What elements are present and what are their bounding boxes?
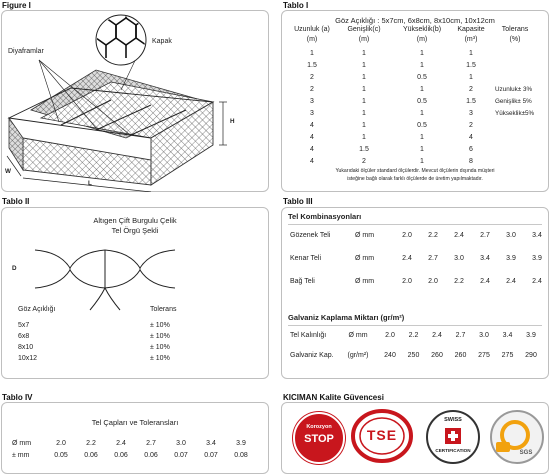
tablo1-cell: 1: [310, 50, 314, 57]
tablo1-column-header: Yükseklik(b): [402, 26, 442, 33]
tablo1-cell: 2: [469, 86, 473, 93]
tel-row-value: 2.4: [532, 278, 542, 285]
tablo1-title: Tablo I: [283, 1, 309, 10]
tablo1-cell: 0.5: [417, 98, 427, 105]
galvaniz-row-value: 2.4: [432, 332, 442, 339]
tablo4-tolerance-cell: 0.05: [54, 452, 68, 459]
swiss-text: SWISS: [444, 417, 462, 423]
tel-row-value: 2.2: [454, 278, 464, 285]
tablo1-cell: 1: [362, 122, 366, 129]
korozyon-stop-main: STOP: [304, 433, 334, 445]
galvaniz-row-value: 2.0: [385, 332, 395, 339]
tablo1-cell: 2: [362, 158, 366, 165]
tablo1-cell: 1: [362, 98, 366, 105]
galvaniz-row-value: 3.0: [479, 332, 489, 339]
tel-row-value: 2.4: [506, 278, 516, 285]
tse-logo-text: TSE: [366, 427, 398, 443]
tablo1-column-unit: (m): [306, 36, 318, 43]
tablo1-column-header: Genişlik(c): [347, 26, 381, 33]
tablo1-cell: 1: [420, 146, 424, 153]
tablo1-cell: 4: [310, 134, 314, 141]
tel-row-value: 2.2: [428, 232, 438, 239]
tablo2-goz-cell: 10x12: [18, 355, 38, 362]
dim-l-label: L: [88, 180, 92, 187]
galvaniz-row-value: 260: [454, 352, 467, 359]
dim-d-label: D: [12, 265, 17, 272]
tablo1-cell: 1.5: [359, 146, 369, 153]
tablo1-cell: 1: [362, 74, 366, 81]
tablo1-cell: 6: [469, 146, 473, 153]
tel-row-value: 2.0: [428, 278, 438, 285]
tablo1-cell: 3: [310, 98, 314, 105]
tablo4-heading: Tel Çapları ve Toleransları: [91, 418, 179, 427]
korozyon-stop-logo: [293, 412, 345, 464]
tablo2-heading-2: Tel Örgü Şekli: [111, 226, 159, 235]
tablo1-cell: 1: [362, 86, 366, 93]
tablo1-goz-acikligi: Göz Açıklığı : 5x7cm, 6x8cm, 8x10cm, 10x12cm: [335, 16, 495, 25]
galvaniz-row-value: 2.7: [455, 332, 466, 339]
tablo4-tolerance-cell: 0.06: [84, 452, 98, 459]
galvaniz-row-value: 250: [407, 352, 420, 359]
tablo1-cell: 0.5: [417, 122, 427, 129]
label-diyaframlar: Diyaframlar: [8, 48, 44, 55]
tablo1-column-header: Uzunluk (a): [294, 26, 330, 33]
tablo2-col-tolerans: Tolerans: [150, 306, 177, 313]
tablo1-column-unit: (m): [358, 36, 370, 43]
tablo1-cell: 4: [310, 158, 314, 165]
tablo4-row-label: ± mm: [12, 452, 30, 459]
tablo1-cell: 1: [362, 62, 366, 69]
divider: [288, 224, 542, 225]
tel-row-value: 2.0: [402, 278, 412, 285]
tablo1-cell: 3: [469, 110, 473, 117]
dim-w-label: W: [5, 168, 11, 175]
galvaniz-heading: Galvaniz Kaplama Miktarı (gr/m²): [288, 313, 405, 322]
tablo4-diameter-cell: 2.7: [146, 440, 156, 447]
tablo2-goz-cell: 5x7: [18, 322, 30, 329]
tolerance-genislik: Genişlik± 5%: [495, 98, 532, 105]
galvaniz-row-value: 240: [384, 352, 396, 359]
certification-text: CERTIFICATION: [435, 448, 471, 453]
tel-row-value: 2.4: [402, 255, 412, 262]
tablo1-cell: 0.5: [417, 74, 427, 81]
tablo1-cell: 2: [310, 86, 314, 93]
korozyon-stop-top: Korozyon: [306, 424, 332, 430]
galvaniz-row-label: Tel Kalınlığı: [290, 332, 327, 339]
tablo2-col-goz: Göz Açıklığı: [18, 306, 56, 313]
tel-row-label: Kenar Teli: [290, 255, 322, 262]
tablo1-cell: 1: [420, 158, 424, 165]
tel-row-value: 2.4: [454, 232, 464, 239]
tablo1-cell: 2: [310, 74, 314, 81]
tablo1-cell: 2: [469, 122, 473, 129]
iso-badge-icon: [496, 442, 510, 452]
tablo4-diameter-cell: 2.4: [116, 440, 126, 447]
galvaniz-row-value: 2.2: [408, 332, 419, 339]
tablo4-tolerance-cell: 0.07: [204, 452, 218, 459]
tablo2-goz-cell: 8x10: [18, 344, 34, 351]
galvaniz-row-label: Galvaniz Kap.: [290, 352, 334, 359]
tablo4-tolerance-cell: 0.07: [174, 452, 188, 459]
label-kapak: Kapak: [152, 38, 172, 45]
galvaniz-row-unit: Ø mm: [348, 332, 368, 339]
tablo1-cell: 1: [420, 50, 424, 57]
dim-h-label: H: [230, 118, 235, 125]
hexagonal-mesh-diagram: [30, 240, 180, 312]
swiss-cross-icon: [445, 428, 461, 444]
tel-row-value: 3.9: [532, 255, 542, 262]
tolerance-yukseklik: Yükseklik±5%: [495, 110, 535, 117]
tel-row-value: 2.7: [428, 255, 438, 262]
tablo4-diameter-cell: 2.0: [56, 440, 66, 447]
tablo4-title: Tablo IV: [2, 393, 33, 402]
tel-row-label: Gözenek Teli: [290, 232, 331, 239]
tablo1-note-1: Yukarıdaki ölçüler standard ölçülerdir. Mevcut ölçülerin dışında müşteri: [335, 168, 495, 174]
gabion-illustration: [1, 10, 269, 192]
tablo1-column-unit: (m): [416, 36, 428, 43]
tel-row-unit: Ø mm: [355, 232, 375, 239]
tel-row-value: 2.7: [480, 232, 490, 239]
tablo1-column-unit: (%): [509, 36, 521, 43]
tablo1-cell: 1.5: [466, 98, 476, 105]
tablo1-cell: 1: [420, 86, 424, 93]
tablo4-diameter-cell: 2.2: [86, 440, 96, 447]
galvaniz-row-unit: (gr/m²): [347, 352, 369, 359]
tel-row-unit: Ø mm: [355, 278, 375, 285]
quality-title: KICIMAN Kalite Güvencesi: [283, 393, 384, 402]
tablo1-cell: 1: [362, 110, 366, 117]
tablo2-heading-1: Altıgen Çift Burgulu Çelik: [93, 216, 177, 225]
tablo1-column-header: Tolerans: [501, 26, 529, 33]
tel-row-value: 2.4: [480, 278, 490, 285]
tablo1-note-2: isteğine bağlı olarak farklı ölçülerde de üretim yapılmaktadır.: [347, 176, 483, 182]
tablo1-cell: 1: [420, 110, 424, 117]
tel-row-value: 3.9: [506, 255, 516, 262]
tablo4-diameter-cell: 3.0: [176, 440, 186, 447]
tel-row-unit: Ø mm: [355, 255, 375, 262]
divider: [288, 325, 542, 326]
tablo4-row-label: Ø mm: [12, 440, 32, 447]
galvaniz-row-value: 275: [478, 352, 490, 359]
galvaniz-row-value: 290: [525, 352, 537, 359]
tablo2-tolerans-cell: ± 10%: [150, 322, 170, 329]
figure1-title: Figure I: [2, 1, 31, 10]
tolerance-uzunluk: Uzunluk± 3%: [495, 86, 533, 93]
tablo1-cell: 1: [420, 134, 424, 141]
tablo1-cell: 1: [362, 134, 366, 141]
tel-row-value: 2.0: [402, 232, 412, 239]
tablo1-cell: 1: [362, 50, 366, 57]
tel-row-value: 3.0: [454, 255, 464, 262]
tablo4-tolerance-cell: 0.08: [234, 452, 248, 459]
tablo1-cell: 1: [469, 74, 473, 81]
tablo1-cell: 4: [469, 134, 473, 141]
tablo3-title: Tablo III: [283, 197, 313, 206]
tablo4-diameter-cell: 3.4: [206, 440, 216, 447]
tel-row-value: 3.0: [506, 232, 516, 239]
tablo1-cell: 1.5: [466, 62, 476, 69]
galvaniz-row-value: 3.4: [502, 332, 513, 339]
tel-row-label: Bağ Teli: [290, 278, 315, 285]
galvaniz-row-value: 260: [431, 352, 443, 359]
tablo4-diameter-cell: 3.9: [236, 440, 246, 447]
galvaniz-row-value: 275: [501, 352, 514, 359]
tablo1-cell: 8: [469, 158, 473, 165]
tablo2-tolerans-cell: ± 10%: [150, 355, 170, 362]
tel-kombinasyon-heading: Tel Kombinasyonları: [288, 212, 362, 221]
swiss-certification-logo: [426, 410, 480, 464]
tablo1-cell: 1: [420, 62, 424, 69]
tablo4-panel: [1, 402, 269, 474]
tablo4-tolerance-cell: 0.06: [144, 452, 158, 459]
tablo1-column-header: Kapasite: [457, 26, 485, 33]
tablo1-cell: 4: [310, 146, 314, 153]
tablo2-goz-cell: 6x8: [18, 333, 30, 340]
tablo2-tolerans-cell: ± 10%: [150, 344, 170, 351]
tablo1-column-unit: (m³): [464, 36, 478, 43]
tel-row-value: 3.4: [532, 232, 542, 239]
tablo1-cell: 1.5: [307, 62, 317, 69]
tablo1-cell: 3: [310, 110, 314, 117]
tel-row-value: 3.4: [480, 255, 490, 262]
sgs-text: SGS: [519, 450, 533, 456]
tablo1-cell: 1: [469, 50, 473, 57]
tablo2-tolerans-cell: ± 10%: [150, 333, 170, 340]
tablo1-cell: 4: [310, 122, 314, 129]
tablo4-tolerance-cell: 0.06: [114, 452, 128, 459]
tablo2-title: Tablo II: [2, 197, 30, 206]
galvaniz-row-value: 3.9: [526, 332, 536, 339]
sgs-iso-logo: [490, 410, 544, 464]
